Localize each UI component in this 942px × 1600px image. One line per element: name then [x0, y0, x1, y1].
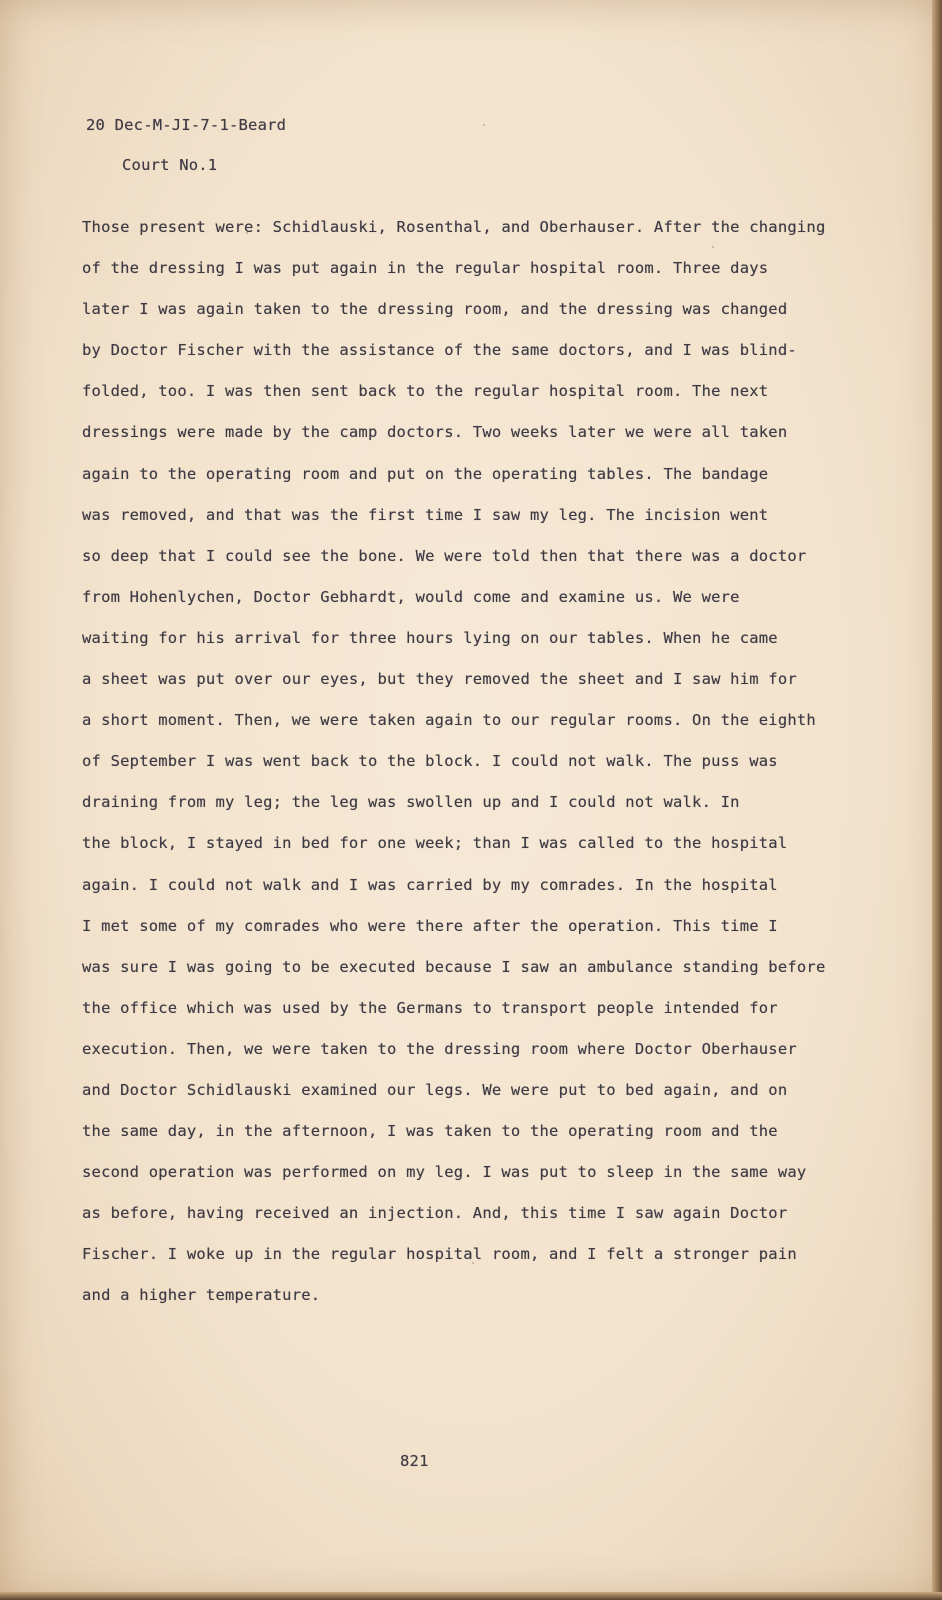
text-line: draining from my leg; the leg was swollen up and I could not walk. In — [82, 793, 740, 812]
page-number: 821 — [400, 1452, 429, 1470]
text-line: again to the operating room and put on the operating tables. The bandage — [82, 464, 769, 483]
text-line: waiting for his arrival for three hours lying on our tables. When he came — [82, 628, 778, 647]
text-line: I met some of my comrades who were there after the operation. This time I — [82, 916, 778, 935]
text-line: was removed, and that was the first time I saw my leg. The incision went — [82, 505, 769, 524]
text-line: Those present were: Schidlauski, Rosenthal, and Oberhauser. After the changing — [82, 218, 826, 236]
text-line: execution. Then, we were taken to the dressing room where Doctor Oberhauser — [82, 1039, 797, 1058]
text-line: and a higher temperature. — [82, 1286, 321, 1305]
testimony-body — [82, 216, 882, 1326]
paper-speck — [246, 232, 248, 234]
text-line: a sheet was put over our eyes, but they removed the sheet and I saw him for — [82, 670, 797, 689]
page-edge-bottom — [0, 1592, 942, 1600]
document-header: 20 Dec-M-JI-7-1-Beard — [86, 116, 287, 134]
text-line: second operation was performed on my leg. I was put to sleep in the same way — [82, 1163, 807, 1182]
text-line: the same day, in the afternoon, I was taken to the operating room and the — [82, 1122, 778, 1141]
paper-speck — [712, 246, 714, 248]
paper-speck — [472, 1262, 474, 1264]
text-line: again. I could not walk and I was carried by my comrades. In the hospital — [82, 875, 778, 894]
text-line: as before, having received an injection. And, this time I saw again Doctor — [82, 1204, 788, 1223]
text-line: later I was again taken to the dressing room, and the dressing was changed — [82, 300, 788, 319]
text-line: and Doctor Schidlauski examined our legs. We were put to bed again, and on — [82, 1080, 788, 1099]
paper-speck — [483, 124, 485, 126]
text-line: so deep that I could see the bone. We were told then that there was a doctor — [82, 546, 807, 565]
text-line: the office which was used by the Germans to transport people intended for — [82, 998, 778, 1017]
text-line: folded, too. I was then sent back to the regular hospital room. The next — [82, 382, 769, 401]
text-line: a short moment. Then, we were taken again to our regular rooms. On the eighth — [82, 711, 816, 730]
text-line: of the dressing I was put again in the regular hospital room. Three days — [82, 259, 769, 278]
text-line: from Hohenlychen, Doctor Gebhardt, would come and examine us. We were — [82, 587, 740, 606]
text-line: of September I was went back to the block. I could not walk. The puss was — [82, 752, 778, 771]
page-edge-right — [932, 0, 942, 1600]
text-line: was sure I was going to be executed because I saw an ambulance standing before — [82, 957, 826, 976]
text-line: Fischer. I woke up in the regular hospital room, and I felt a stronger pain — [82, 1245, 797, 1264]
text-line: by Doctor Fischer with the assistance of the same doctors, and I was blind- — [82, 341, 797, 360]
text-line: dressings were made by the camp doctors. Two weeks later we were all taken — [82, 423, 788, 442]
court-label: Court No.1 — [122, 156, 218, 174]
text-line: the block, I stayed in bed for one week; than I was called to the hospital — [82, 834, 788, 853]
